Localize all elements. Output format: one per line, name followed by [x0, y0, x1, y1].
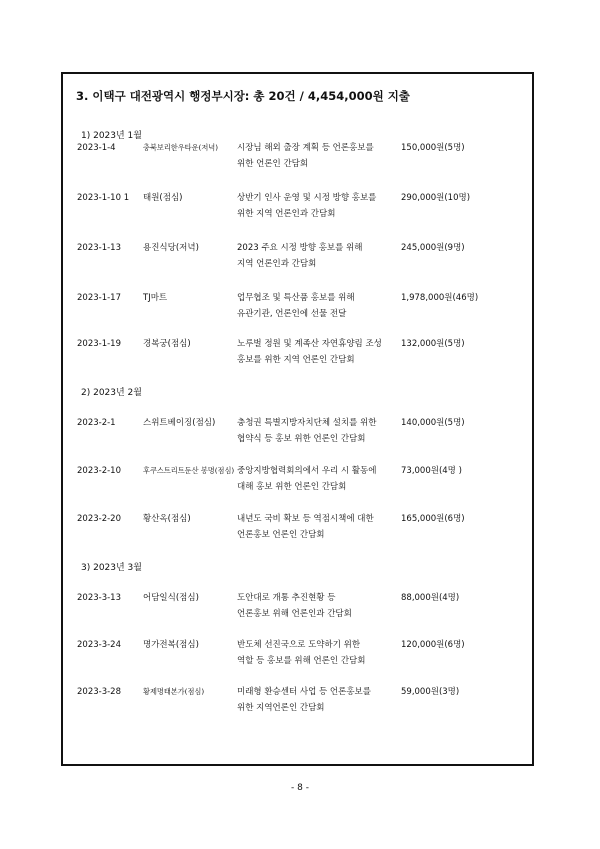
- row-description: [237, 140, 402, 172]
- document-frame: [61, 72, 534, 766]
- row-description-line2: 유관기관, 언론인에 선물 전달: [237, 309, 347, 319]
- row-date: 2023-2-20: [77, 514, 121, 524]
- row-date: 2023-3-28: [77, 687, 121, 697]
- row-amount: 165,000원(6명): [401, 514, 465, 524]
- row-description-line1: 노루벌 정원 및 계족산 자연휴양림 조성: [237, 339, 382, 349]
- row-amount: 132,000원(5명): [401, 339, 465, 349]
- row-amount: 150,000원(5명): [401, 143, 465, 153]
- row-description: [237, 590, 402, 622]
- row-amount: 59,000원(3명): [401, 687, 460, 697]
- row-place: 어담일식(점심): [143, 593, 199, 603]
- row-date: 2023-1-13: [77, 243, 121, 253]
- row-date: 2023-1-17: [77, 293, 121, 303]
- row-amount: 120,000원(6명): [401, 640, 465, 650]
- row-description: [237, 684, 402, 716]
- row-description: [237, 240, 402, 272]
- row-place: 황산옥(점심): [143, 514, 191, 524]
- row-description-line2: 언론홍보 위해 언론인과 간담회: [237, 609, 352, 619]
- row-place: 경복궁(점심): [143, 339, 191, 349]
- row-description-line1: 업무협조 및 특산품 홍보를 위해: [237, 293, 355, 303]
- row-amount: 1,978,000원(46명): [401, 293, 479, 303]
- row-description: [237, 415, 402, 447]
- row-description-line2: 위한 언론인 간담회: [237, 159, 309, 169]
- row-place: 황제명태본가(점심): [143, 687, 205, 696]
- row-date: 2023-1-10 1: [77, 193, 130, 203]
- row-amount: 140,000원(5명): [401, 418, 465, 428]
- row-description: [237, 190, 402, 222]
- row-amount: 88,000원(4명): [401, 593, 460, 603]
- section-heading-jan: 1) 2023년 1월: [81, 131, 142, 141]
- section-heading-feb: 2) 2023년 2월: [81, 388, 142, 398]
- row-description-line2: 대해 홍보 위한 언론인 간담회: [237, 482, 347, 492]
- row-description-line1: 도안대로 개통 추진현황 등: [237, 593, 336, 603]
- row-description-line1: 미래형 환승센터 사업 등 언론홍보를: [237, 687, 371, 697]
- row-description-line1: 충청권 특별지방자치단체 설치를 위한: [237, 418, 377, 428]
- row-description-line2: 위한 지역 언론인과 간담회: [237, 209, 336, 219]
- row-place: 태원(점심): [143, 193, 183, 203]
- page-title: 3. 이택구 대전광역시 행정부시장: 총 20건 / 4,454,000원 지출: [76, 89, 410, 103]
- row-description-line2: 언론홍보 언론인 간담회: [237, 530, 325, 540]
- row-description: [237, 290, 402, 322]
- row-date: 2023-1-4: [77, 143, 116, 153]
- row-description-line2: 홍보를 위한 지역 언론인 간담회: [237, 355, 355, 365]
- row-description: [237, 463, 402, 495]
- page-number: - 8 -: [291, 783, 309, 793]
- row-description-line1: 2023 주요 시정 방향 홍보를 위해: [237, 243, 363, 253]
- row-date: 2023-2-10: [77, 466, 121, 476]
- row-date: 2023-3-13: [77, 593, 121, 603]
- row-description-line2: 지역 언론인과 간담회: [237, 259, 317, 269]
- section-heading-mar: 3) 2023년 3월: [81, 563, 142, 573]
- row-date: 2023-2-1: [77, 418, 116, 428]
- row-description-line2: 역할 등 홍보를 위해 언론인 간담회: [237, 656, 366, 666]
- row-place: 용진식당(저녁): [143, 243, 199, 253]
- row-description: [237, 336, 402, 368]
- row-description-line1: 상반기 인사 운영 및 시정 방향 홍보를: [237, 193, 377, 203]
- row-description-line1: 시장님 해외 출장 계획 등 언론홍보를: [237, 143, 374, 153]
- row-date: 2023-1-19: [77, 339, 121, 349]
- row-place: 스위트베이징(점심): [143, 418, 216, 428]
- row-date: 2023-3-24: [77, 640, 121, 650]
- row-place: TJ마트: [143, 293, 168, 303]
- row-description-line1: 내년도 국비 확보 등 역점시책에 대한: [237, 514, 374, 524]
- row-place: 명가전복(점심): [143, 640, 199, 650]
- row-description-line2: 위한 지역언론인 간담회: [237, 703, 325, 713]
- row-description: [237, 511, 402, 543]
- row-amount: 73,000원(4명 ): [401, 466, 462, 476]
- row-description-line1: 중앙지방협력회의에서 우리 시 활동에: [237, 466, 377, 476]
- row-amount: 290,000원(10명): [401, 193, 471, 203]
- row-description-line2: 협약식 등 홍보 위한 언론인 간담회: [237, 434, 366, 444]
- row-amount: 245,000원(9명): [401, 243, 465, 253]
- row-place: 충북보리한우타운(저녁): [143, 143, 219, 152]
- row-place: 후쿠스트리트둔산 봉명(점심): [143, 466, 235, 475]
- row-description: [237, 637, 402, 669]
- row-description-line1: 반도체 선진국으로 도약하기 위한: [237, 640, 361, 650]
